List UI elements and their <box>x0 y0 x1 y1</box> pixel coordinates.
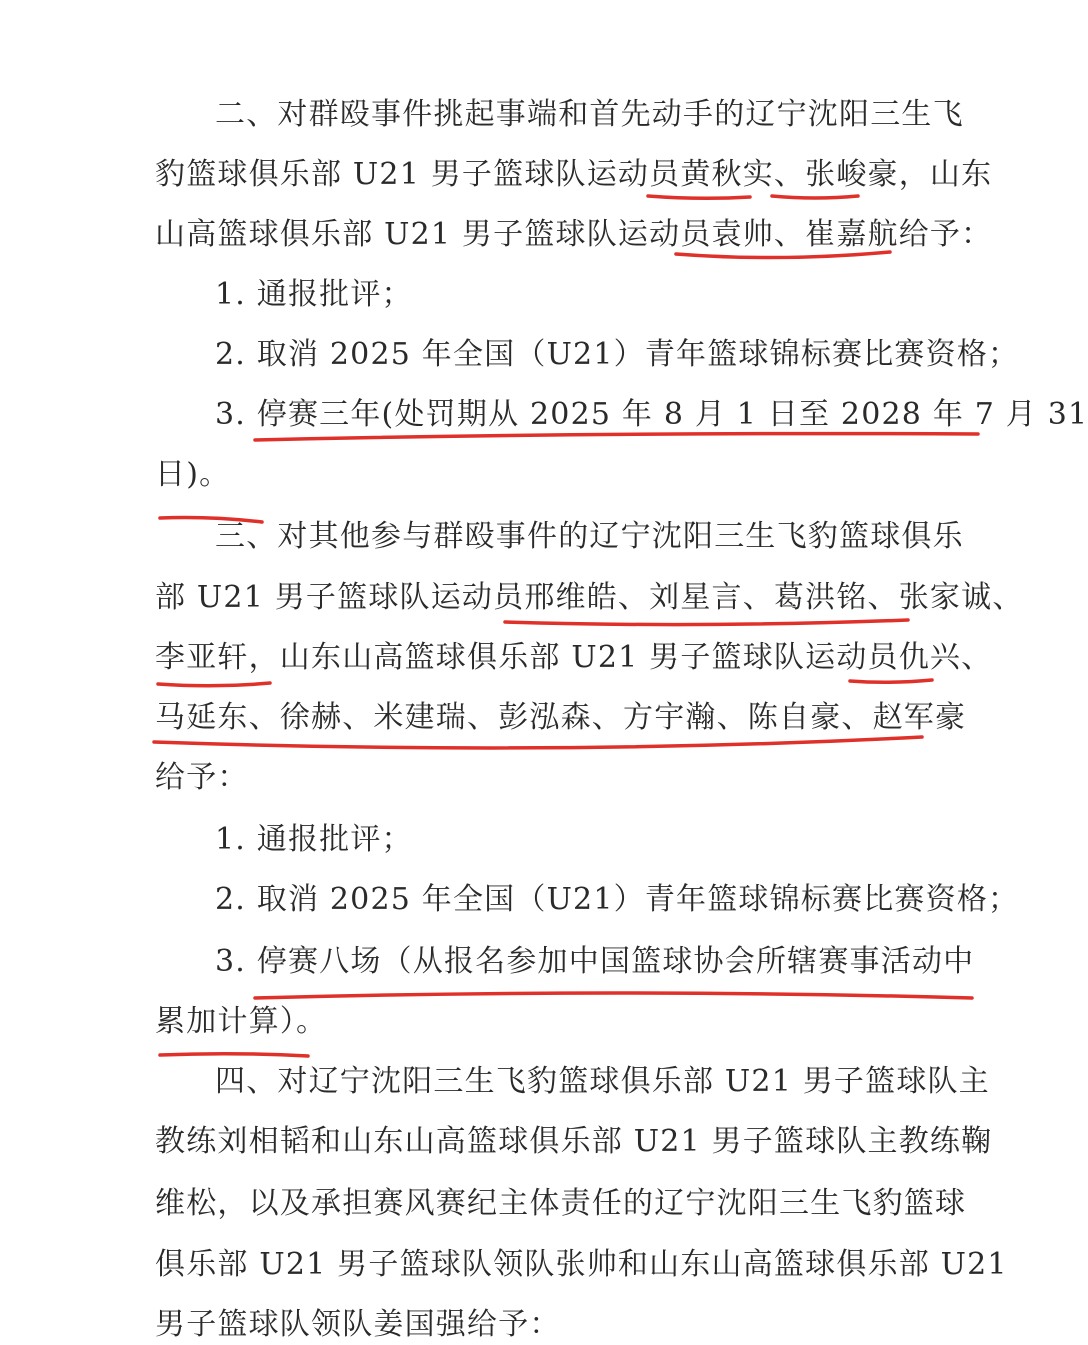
underline-huang-qiushi <box>648 196 750 198</box>
paragraph-two-line-3: 山高篮球俱乐部 U21 男子篮球队运动员袁帅、崔嘉航给予： <box>155 217 993 252</box>
list-item-3-continuation: 累加计算）。 <box>155 1004 328 1039</box>
paragraph-three-line-4: 马延东、徐赫、米建瑞、彭泓森、方宇瀚、陈自豪、赵军豪 <box>155 700 967 735</box>
paragraph-two-line-2: 豹篮球俱乐部 U21 男子篮球队运动员黄秋实、张峻豪，山东 <box>155 157 993 192</box>
list-item-1: 1. 通报批评； <box>215 277 413 312</box>
paragraph-four-line-1: 四、对辽宁沈阳三生飞豹篮球俱乐部 U21 男子篮球队主 <box>215 1064 990 1099</box>
paragraph-four-line-3: 维松，以及承担赛风赛纪主体责任的辽宁沈阳三生飞豹篮球 <box>155 1186 967 1221</box>
underline-players-group-b <box>154 737 922 748</box>
paragraph-two-line-1: 二、对群殴事件挑起事端和首先动手的辽宁沈阳三生飞 <box>215 97 964 132</box>
list-item-3: 3. 停赛三年(处罚期从 2025 年 8 月 1 日至 2028 年 7 月 31 <box>215 397 1088 432</box>
underline-zhang-junhao <box>772 196 858 198</box>
list-item-3: 3. 停赛八场（从报名参加中国篮球协会所辖赛事活动中 <box>215 944 975 979</box>
list-item-2: 2. 取消 2025 年全国（U21）青年篮球锦标赛比赛资格； <box>215 337 1020 372</box>
paragraph-three-line-3: 李亚轩，山东山高篮球俱乐部 U21 男子篮球队运动员仇兴、 <box>155 640 993 675</box>
underline-players-group-a <box>505 620 908 625</box>
underline-qiu-xing <box>850 680 932 682</box>
paragraph-three-line-5: 给予： <box>155 760 249 795</box>
underline-li-yaxuan <box>158 683 270 686</box>
underline-ban-eight-games <box>255 993 972 998</box>
paragraph-three-line-2: 部 U21 男子篮球队运动员邢维皓、刘星言、葛洪铭、张家诚、 <box>155 580 1024 615</box>
paragraph-three-line-1: 三、对其他参与群殴事件的辽宁沈阳三生飞豹篮球俱乐 <box>215 519 964 554</box>
list-item-1: 1. 通报批评； <box>215 822 413 857</box>
paragraph-four-line-2: 教练刘相韬和山东山高篮球俱乐部 U21 男子篮球队主教练鞠 <box>155 1124 993 1159</box>
list-item-2: 2. 取消 2025 年全国（U21）青年篮球锦标赛比赛资格； <box>215 882 1020 917</box>
paragraph-four-line-4: 俱乐部 U21 男子篮球队领队张帅和山东山高篮球俱乐部 U21 <box>155 1247 1008 1282</box>
underline-cumulative <box>160 1054 308 1056</box>
paragraph-four-line-5: 男子篮球队领队姜国强给予： <box>155 1307 561 1342</box>
list-item-3-continuation: 日)。 <box>155 457 231 492</box>
